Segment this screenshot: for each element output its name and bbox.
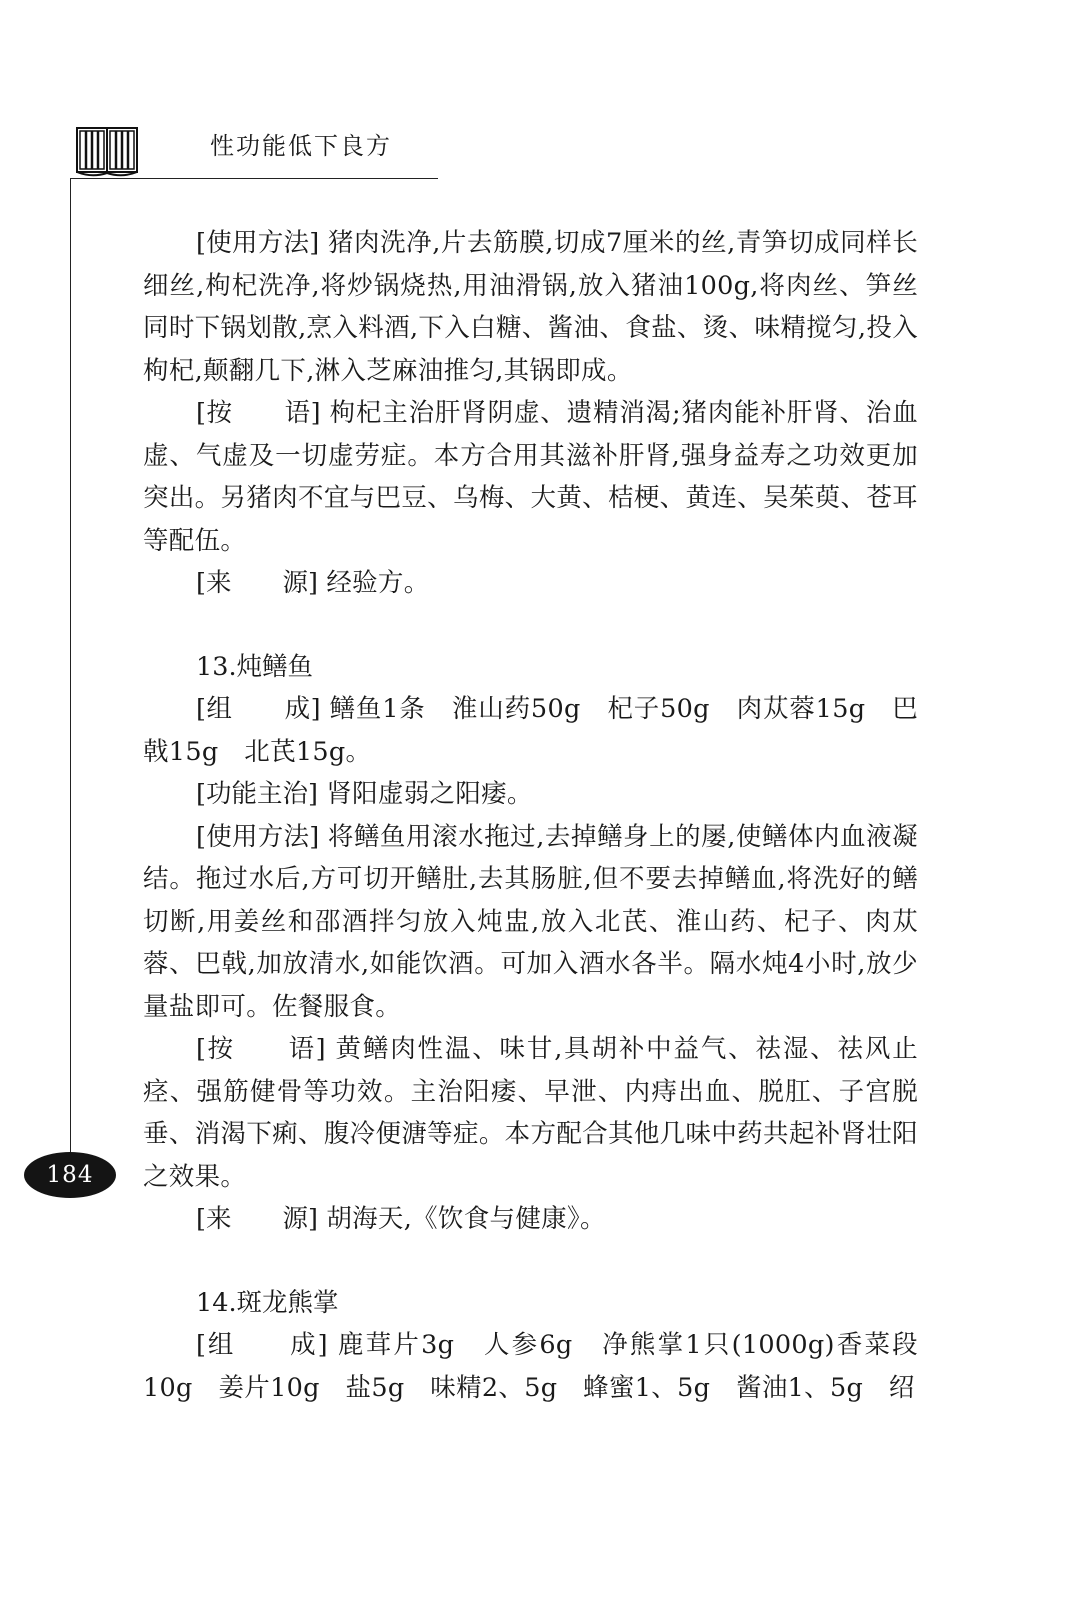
margin-rule	[70, 178, 71, 1178]
field-text: 猪肉洗净,片去筋膜,切成7厘米的丝,青笋切成同样长细丝,枸杞洗净,将炒锅烧热,用油滑锅,放入猪油100g,将肉丝、笋丝同时下锅划散,烹入料酒,下入白糖、酱油、食盐、烫、味精搅匀,投入枸杞,颠翻几下,淋入芝麻油推匀,其锅即成。	[143, 228, 919, 386]
note-paragraph	[143, 392, 918, 562]
field-label: [按 语]	[196, 1034, 326, 1064]
field-text: 将鳝鱼用滚水拖过,去掉鳝身上的屡,使鳝体内血液凝结。拖过水后,方可切开鳝肚,去其肠脏,但不要去掉鳝血,将洗好的鳝切断,用姜丝和邵酒拌匀放入炖盅,放入北芪、淮山药、杞子、肉苁蓉、巴戟,加放清水,如能饮酒。可加入酒水各半。隔水炖4小时,放少量盐即可。佐餐服食。	[143, 821, 918, 1022]
field-label: [来 源]	[196, 1204, 318, 1234]
field-text: 鳝鱼1条 淮山药50g 杞子50g 肉苁蓉15g 巴戟15g 北芪15g。	[143, 694, 919, 767]
field-label: [来 源]	[196, 568, 318, 598]
field-label: [使用方法]	[196, 228, 320, 258]
field-text: 鹿茸片3g 人参6g 净熊掌1只(1000g)香菜段10g 姜片10g 盐5g 味精2、5g 蜂蜜1、5g 酱油1、5g 绍	[143, 1330, 918, 1403]
field-label: [组 成]	[196, 1330, 328, 1360]
header-rule	[70, 178, 438, 179]
recipe-heading: 14.斑龙熊掌	[196, 1287, 339, 1318]
open-book-icon	[76, 126, 138, 178]
page-header	[0, 0, 1080, 190]
page-body	[143, 222, 918, 1409]
page-number-badge: 184	[24, 1152, 116, 1198]
note-paragraph	[143, 1028, 918, 1198]
source-paragraph	[143, 562, 918, 605]
recipe-heading: 13.炖鳝鱼	[196, 651, 314, 682]
ingredients-paragraph	[143, 688, 918, 773]
field-text: 枸杞主治肝肾阴虚、遗精消渴;猪肉能补肝肾、治血虚、气虚及一切虚劳症。本方合用其滋补肝肾,强身益寿之功效更加突出。另猪肉不宜与巴豆、乌梅、大黄、桔梗、黄连、吴茱萸、苍耳等配伍。	[143, 398, 918, 556]
field-label: [使用方法]	[196, 821, 320, 852]
running-title: 性功能低下良方	[210, 132, 392, 160]
field-label: [组 成]	[196, 694, 321, 724]
field-label: [按 语]	[196, 398, 321, 428]
source-paragraph	[143, 1198, 918, 1241]
field-label: [功能主治]	[196, 779, 318, 809]
method-paragraph	[143, 816, 918, 1029]
field-text: 经验方。	[326, 568, 430, 598]
field-text: 黄鳝肉性温、味甘,具胡补中益气、祛湿、祛风止痉、强筋健骨等功效。主治阳痿、早泄、内痔出血、脱肛、子宫脱垂、消渴下痢、腹冷便溏等症。本方配合其他几味中药共起补肾壮阳之效果。	[143, 1034, 918, 1192]
indication-paragraph	[143, 773, 918, 816]
ingredients-paragraph	[143, 1324, 918, 1409]
method-paragraph	[143, 222, 918, 392]
field-text: 胡海天,《饮食与健康》。	[326, 1204, 606, 1234]
field-text: 肾阳虚弱之阳痿。	[326, 779, 533, 809]
